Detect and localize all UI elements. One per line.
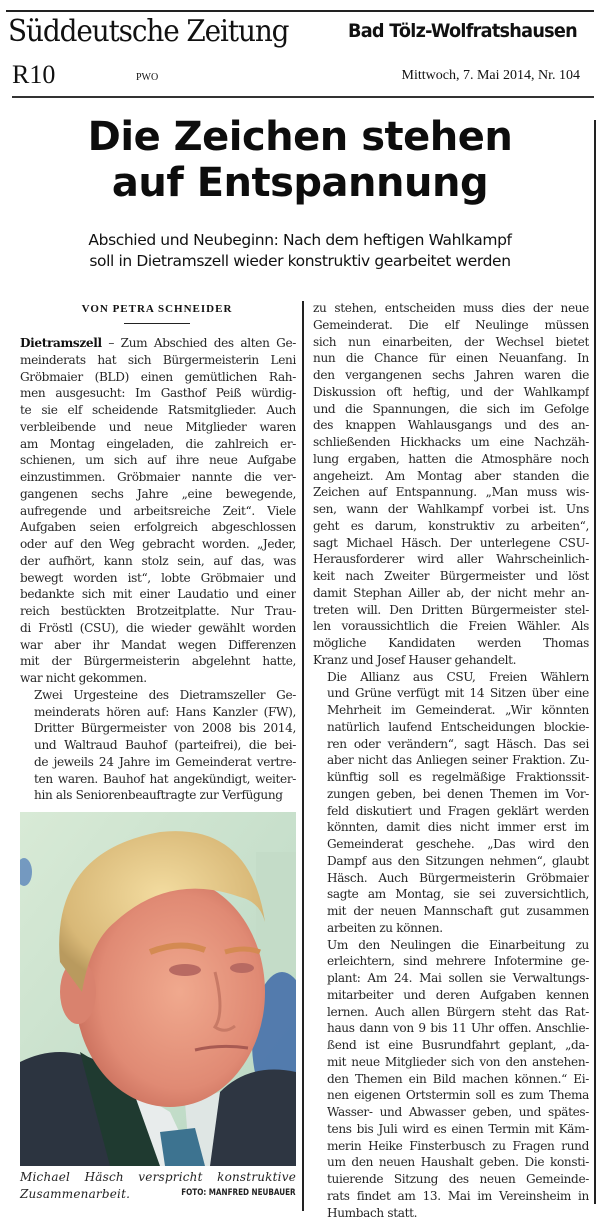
text-line: natürlich laufend Entscheidungen blockie- <box>313 719 589 736</box>
subheadline-line: Abschied und Neubeginn: Nach dem heftigen Wahlkampf <box>0 230 600 251</box>
paragraph <box>20 335 296 687</box>
text-line: te sie elf scheidende Ratsmitglieder. Auch <box>20 402 296 419</box>
text-line: Kranz und Josef Hauser gehandelt. <box>313 652 589 669</box>
text-line <box>20 335 296 352</box>
text-line: bedankte sich mit einer Laudatio und einer <box>20 586 296 603</box>
byline-rule <box>124 323 190 324</box>
text-line: plant: Am 24. Mai sollen sie Verwaltungs- <box>313 970 589 987</box>
text-line: di Fröstl (CSU), die wieder gewählt worden <box>20 620 296 637</box>
text-line: feld diskutiert und Fragen geklärt werden <box>313 803 589 820</box>
text-line: geht es darum, konstruktiv zu arbeiten“, <box>313 518 589 535</box>
text-line: künftig soll es regelmäßige Fraktionssit- <box>313 769 589 786</box>
text-line: rats findet am 13. Mai im Vereinsheim in <box>313 1188 589 1205</box>
subheadline-line: soll in Dietramszell wieder konstruktiv gearbeitet werden <box>0 251 600 272</box>
text-line: sen, wann der Wahlkampf vorbei ist. Uns <box>313 501 589 518</box>
text-line: Um den Neulingen die Einarbeitung zu <box>313 937 589 954</box>
text-line: den Themen ein Bild machen können.“ Ei- <box>313 1071 589 1088</box>
subheadline <box>0 230 600 272</box>
text-line: Zwei Urgesteine des Dietramszeller Ge- <box>20 687 296 704</box>
text-line: tens bis Juli wird es einen Termin mit Käm- <box>313 1121 589 1138</box>
text-line: meinderats hören auf: Hans Kanzler (FW), <box>20 704 296 721</box>
text-line: erleichtern, sind mehrere Infotermine ge- <box>313 953 589 970</box>
photo-credit: FOTO: MANFRED NEUBAUER <box>182 1185 296 1202</box>
text-line: nun die Chance für einen Neuanfang. In <box>313 350 589 367</box>
text-line: hin als Seniorenbeauftragte zur Verfügung <box>20 787 296 804</box>
text-line: schienen, um sich auf ihre neue Aufgabe <box>20 452 296 469</box>
text-line: Wasser- und Abwasser geben, und spätes- <box>313 1104 589 1121</box>
text-line: mögliche Kandidaten werden Thomas <box>313 635 589 652</box>
text-line: Humbach statt. <box>313 1205 589 1221</box>
text-line: Gemeinderat. Die elf Neulinge müssen <box>313 317 589 334</box>
byline: VON PETRA SCHNEIDER <box>20 303 294 315</box>
paragraph <box>313 669 589 937</box>
text-line: lernen. Auch allen Bürgern steht das Rat- <box>313 1004 589 1021</box>
text-line: einzustimmen. Gröbmaier nannte die ver- <box>20 469 296 486</box>
text-line: arbeiten zu können. <box>313 920 589 937</box>
text-line: sagte am Montag, sie sei zuversichtlich, <box>313 886 589 903</box>
text-line: war aber ihr Mandat wegen Differenzen <box>20 637 296 654</box>
text-line: und Grüne verfügt mit 14 Sitzen über eine <box>313 685 589 702</box>
text-line: keit nach Zweiter Bürgermeister und löst <box>313 568 589 585</box>
headline-line: auf Entspannung <box>0 160 600 206</box>
text-line: ßend ist eine Busrundfahrt geplant, „da- <box>313 1037 589 1054</box>
text-line: aber nicht das Anliegen seiner Fraktion. Zu- <box>313 752 589 769</box>
text-line: Zeichen auf Entspannung. „Man muss wis- <box>313 484 589 501</box>
text-line: nen eigenen Ortstermin soll es zum Thema <box>313 1087 589 1104</box>
column-divider <box>302 301 304 1211</box>
text-line: mit der neuen Mannschaft gut zusammen <box>313 903 589 920</box>
masthead <box>8 14 598 56</box>
portrait-photo-icon <box>20 812 296 1166</box>
text-line: damit Stephan Ailler ab, der nicht mehr an- <box>313 585 589 602</box>
text-line: mit neue Mitglieder sich von den anstehen- <box>313 1054 589 1071</box>
text-line: Gemeinderat geschehe. „Das wird den <box>313 836 589 853</box>
top-rule <box>6 10 594 12</box>
headline <box>0 114 600 206</box>
text-line: merin Heike Finsterbusch zu Fragen rund <box>313 1138 589 1155</box>
text-line: der aufhört, kann stolz sein, auf das, was <box>20 553 296 570</box>
text-line: gangenen sechs Jahre „eine bewegende, <box>20 486 296 503</box>
text-line: ten waren. Bauhof hat angekündigt, weiter- <box>20 771 296 788</box>
photo-caption <box>20 1169 296 1203</box>
text-line: Gröbmaier (BLD) einen gemütlichen Rah- <box>20 369 296 386</box>
text-line: bewegt worden ist“, lobte Gröbmaier und <box>20 570 296 587</box>
text-line: und Waltraud Bauhof (parteifrei), die bei- <box>20 737 296 754</box>
text-line: zungen geben, bei denen Themen im Vor- <box>313 786 589 803</box>
text-line: und die Spannungen, die sich im Gefolge <box>313 401 589 418</box>
text-line: könnten, damit dies nicht immer erst im <box>313 819 589 836</box>
text-line: zu stehen, entscheiden muss dies der neue <box>313 300 589 317</box>
article-column-left <box>20 335 296 804</box>
paragraph <box>313 937 589 1221</box>
right-frame-line <box>594 120 596 1204</box>
text-line: Diskussion oft heftig, und der Wahlkampf <box>313 384 589 401</box>
text-line: Die Allianz aus CSU, Freien Wählern <box>313 669 589 686</box>
text-line: sagt Michael Häsch. Der unterlegene CSU- <box>313 535 589 552</box>
issue-date: Mittwoch, 7. Mai 2014, Nr. 104 <box>402 68 581 84</box>
portrait-photo-graphic <box>20 812 296 1166</box>
text-line: Häsch. Auch Bürgermeisterin Gröbmaier <box>313 870 589 887</box>
page-number: R10 <box>12 60 55 90</box>
text-line: Dritter Bürgermeister von 2008 bis 2014, <box>20 720 296 737</box>
dateline-place: Dietramszell <box>20 336 102 350</box>
header-rule <box>12 96 594 98</box>
text-line: angeheizt. Am Montag aber standen die <box>313 468 589 485</box>
article-column-right <box>313 300 589 1221</box>
text-line: um den neuen Haushalt geben. Die konsti- <box>313 1154 589 1171</box>
text-line: len voraussichtlich die Freien Wähler. Als <box>313 618 589 635</box>
text-line: Dampf aus den Sitzungen nehmen“, glaubt <box>313 853 589 870</box>
text-line: haus dann von 9 bis 11 Uhr offen. Anschlie- <box>313 1020 589 1037</box>
text-line: treten will. Den Dritten Bürgermeister stel- <box>313 602 589 619</box>
text-line: Aufgaben seien erfolgreich abgeschlossen <box>20 519 296 536</box>
text-line-rest: – Zum Abschied des alten Ge- <box>102 336 296 350</box>
text-line: tuierende Sitzung des neuen Gemeinde- <box>313 1171 589 1188</box>
text-line: men ausgesucht: Im Gasthof Peiß würdig- <box>20 385 296 402</box>
text-line: aufregende und arbeitsreiche Zeit“. Viele <box>20 503 296 520</box>
text-line: schließenden Hickhacks um eine Nachzäh- <box>313 434 589 451</box>
text-line: den vergangenen sechs Jahren waren die <box>313 367 589 384</box>
text-line: reich bestückten Brotzeitplatte. Nur Trau- <box>20 603 296 620</box>
caption-line: Michael Häsch verspricht konstruktive <box>20 1169 296 1186</box>
text-line: Mehrheit im Gemeinderat. „Wir könnten <box>313 702 589 719</box>
text-line: des knappen Wahlausgangs und des an- <box>313 417 589 434</box>
text-line: lung ergaben, hatten die Atmosphäre noch <box>313 451 589 468</box>
edition-code: PWO <box>136 72 158 83</box>
paragraph <box>313 300 589 669</box>
headline-line: Die Zeichen stehen <box>0 114 600 160</box>
text-line: sich nun einarbeiten, der Wechsel bietet <box>313 334 589 351</box>
regional-edition-title: Bad Tölz-Wolfratshausen <box>348 20 577 42</box>
text-line: meinderats hat sich Bürgermeisterin Leni <box>20 352 296 369</box>
newspaper-logo: Süddeutsche Zeitung <box>8 14 288 49</box>
text-line: verbleibende und neue Mitglieder waren <box>20 419 296 436</box>
text-line: Herausforderer wird aller Wahrscheinlich- <box>313 551 589 568</box>
text-line: oder auf den Weg gebracht worden. „Jeder, <box>20 536 296 553</box>
text-line: mitarbeiter und deren Aufgaben kennen <box>313 987 589 1004</box>
caption-line: Zusammenarbeit. <box>20 1186 296 1203</box>
text-line: mit der Bürgermeisterin abgelehnt hatte, <box>20 653 296 670</box>
folio-row <box>12 60 592 92</box>
text-line: de jeweils 24 Jahre im Gemeinderat vertre- <box>20 754 296 771</box>
text-line: am Montag eingeladen, die zahlreich er- <box>20 436 296 453</box>
paragraph <box>20 687 296 804</box>
text-line: ren oder verändern“, sagt Häsch. Das sei <box>313 736 589 753</box>
text-line: war nicht gekommen. <box>20 670 296 687</box>
